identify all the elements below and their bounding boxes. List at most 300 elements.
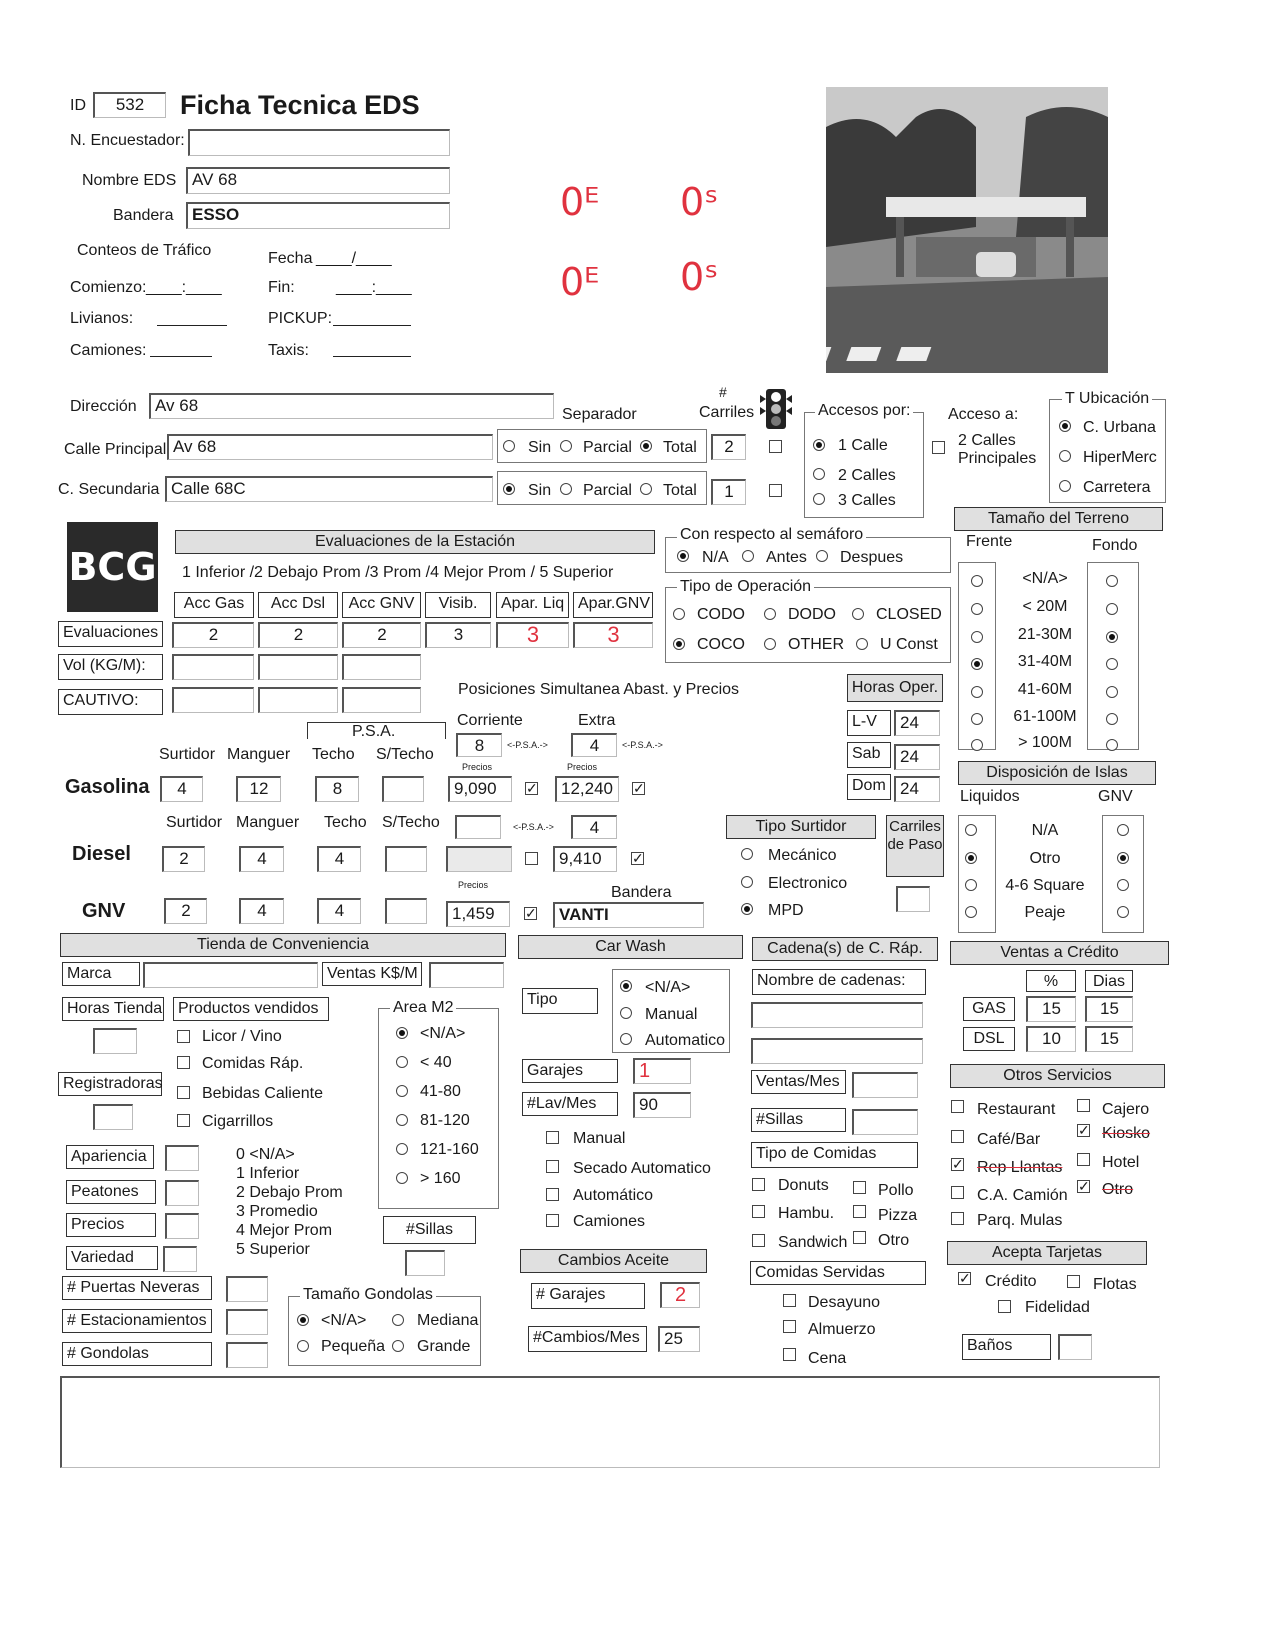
frente-radio[interactable]: [971, 631, 983, 643]
diesel-stecho-field[interactable]: [385, 846, 427, 872]
frente-radio[interactable]: [971, 658, 983, 670]
precios-field[interactable]: [165, 1213, 199, 1239]
eval-header-apar-gnv: Apar.GNV: [573, 592, 653, 618]
servidas-label: Desayuno: [808, 1294, 881, 1311]
horas-sab-label: Sab: [847, 742, 891, 768]
registradoras-label: Registradoras: [58, 1072, 162, 1096]
eval-header-visib: Visib.: [425, 592, 491, 618]
calle-secundaria-label: C. Secundaria: [58, 481, 160, 498]
islas-gnv-label: GNV: [1098, 788, 1133, 805]
separador1-sin-radio[interactable]: [503, 440, 515, 452]
estacionamientos-label: # Estacionamientos: [62, 1309, 212, 1333]
surtidor-mpd-radio[interactable]: [741, 903, 753, 915]
apariencia-label: Apariencia: [66, 1145, 154, 1169]
diesel-techo-field[interactable]: 4: [317, 846, 361, 872]
gnv-surtidor-field[interactable]: 2: [164, 898, 207, 924]
gondolas-field[interactable]: [226, 1342, 268, 1368]
fondo-radio[interactable]: [1106, 713, 1118, 725]
gnv-manguer-field[interactable]: 4: [239, 898, 284, 924]
bandera-field[interactable]: ESSO: [186, 202, 450, 229]
id-label: ID: [70, 97, 86, 114]
cadenas-ventas-field[interactable]: [852, 1072, 918, 1098]
tienda-comidas-check[interactable]: [177, 1056, 190, 1069]
eval-header-acc-dsl: Acc Dsl: [258, 592, 338, 618]
fondo-radio[interactable]: [1106, 631, 1118, 643]
comida-label: Hambu.: [778, 1205, 835, 1222]
ubicacion-option: C. Urbana: [1083, 419, 1156, 436]
nombre-eds-field[interactable]: AV 68: [186, 167, 450, 194]
surtidor-option: Electronico: [768, 875, 848, 892]
otros-ca-camion-check[interactable]: [951, 1186, 964, 1199]
aceite-garajes-field[interactable]: 2: [660, 1282, 700, 1308]
diesel-precio-field[interactable]: 9,410: [553, 846, 617, 872]
encuestador-field[interactable]: [188, 129, 450, 156]
trafico-title: Conteos de Tráfico: [77, 242, 212, 259]
otros-kiosko-check[interactable]: ✓: [1078, 1122, 1090, 1138]
carwash-secado-check[interactable]: [546, 1160, 559, 1173]
horas-dom-field[interactable]: 24: [894, 776, 940, 802]
carwash-option: <N/A>: [645, 979, 691, 996]
carwash-camiones-check[interactable]: [546, 1214, 559, 1227]
otros-cafe-check[interactable]: [951, 1130, 964, 1143]
operacion-other-radio[interactable]: [764, 638, 776, 650]
aceite-header: Cambios Aceite: [520, 1249, 707, 1273]
direccion-field[interactable]: Av 68: [149, 393, 554, 419]
comida-label: Pizza: [878, 1207, 918, 1224]
cautivo-field-gas[interactable]: [172, 687, 254, 713]
ubicacion-hipermerc-radio[interactable]: [1059, 450, 1071, 462]
gond-mediana-radio[interactable]: [392, 1314, 404, 1326]
carwash-manual-radio[interactable]: [620, 1007, 632, 1019]
operacion-dodo-radio[interactable]: [764, 608, 776, 620]
rating-legend-item: 4 Mejor Prom: [236, 1222, 333, 1239]
vol-field-gas[interactable]: [172, 654, 254, 680]
camiones-line[interactable]: [150, 356, 212, 357]
carwash-garajes-field[interactable]: 1: [633, 1058, 691, 1084]
fondo-radio[interactable]: [1106, 658, 1118, 670]
islas-liq-radio[interactable]: [965, 879, 977, 891]
acceso-2calles-label: 2 Calles Principales: [958, 432, 1037, 467]
operacion-option: COCO: [697, 636, 745, 653]
evaluaciones-header: Evaluaciones de la Estación: [175, 530, 655, 554]
vol-field-gnv[interactable]: [342, 654, 421, 680]
area-option-label: < 40: [420, 1054, 452, 1071]
separador2-sin-radio[interactable]: [503, 483, 515, 495]
ventas-dias-header: Dias: [1085, 970, 1133, 992]
tienda-product: Cigarrillos: [202, 1113, 274, 1130]
tienda-licor-check[interactable]: [177, 1030, 190, 1043]
frente-radio[interactable]: [971, 739, 983, 751]
gond-grande-radio[interactable]: [392, 1340, 404, 1352]
tarjetas-credito-label: Crédito: [985, 1273, 1037, 1290]
psa-label: P.S.A.: [352, 723, 396, 740]
eval-value-visib[interactable]: 3: [425, 622, 491, 648]
eval-value-acc-gnv[interactable]: 2: [342, 622, 421, 648]
operacion-option: DODO: [788, 606, 836, 623]
gond-na-radio[interactable]: [297, 1314, 309, 1326]
traffic-light-icon: [760, 389, 792, 434]
taxis-line[interactable]: [333, 356, 411, 357]
diesel-check[interactable]: ✓: [632, 850, 644, 866]
fin-value[interactable]: ____:____: [336, 279, 412, 296]
gond-pequena-radio[interactable]: [297, 1340, 309, 1352]
rating-legend-item: 0 <N/A>: [236, 1146, 295, 1163]
tam-gondolas-title: Tamaño Gondolas: [300, 1286, 436, 1304]
islas-gnv-radio[interactable]: [1117, 852, 1129, 864]
cadenas-sillas-label: #Sillas: [751, 1108, 846, 1132]
area-radio[interactable]: [396, 1056, 408, 1068]
ventas-pct-header: %: [1026, 970, 1076, 992]
separador2-parcial-label: Parcial: [583, 482, 632, 499]
gnv-precio-field[interactable]: 1,459: [446, 901, 510, 927]
operacion-codo-radio[interactable]: [673, 608, 685, 620]
gasolina-manguer-field[interactable]: 12: [236, 776, 281, 802]
otros-label: Otro: [1102, 1181, 1134, 1198]
ventas-gas-pct-field[interactable]: 15: [1026, 996, 1076, 1022]
tarjetas-credito-check[interactable]: ✓: [959, 1270, 971, 1286]
gasolina-corriente-check[interactable]: ✓: [526, 780, 538, 796]
surtidor-electronico-radio[interactable]: [741, 876, 753, 888]
ventas-dsl-dias-field[interactable]: 15: [1085, 1026, 1133, 1052]
vol-label: Vol (KG/M):: [58, 654, 163, 680]
servidas-almuerzo-check[interactable]: [783, 1320, 796, 1333]
gnv-label: GNV: [82, 900, 126, 922]
diesel-manguer-field[interactable]: 4: [239, 846, 284, 872]
islas-option-label: N/A: [1031, 822, 1059, 839]
eval-header-acc-gnv: Acc GNV: [342, 592, 421, 618]
otros-label: Café/Bar: [977, 1131, 1041, 1148]
gondolas-label: # Gondolas: [62, 1342, 212, 1366]
techo-header: Techo: [312, 746, 355, 763]
comienzo-label: Comienzo:: [70, 279, 147, 296]
terreno-size-label: < 20M: [1022, 598, 1068, 615]
surtidor-mecanico-radio[interactable]: [741, 848, 753, 860]
livianos-line[interactable]: [157, 325, 227, 326]
accesos-3calles-radio[interactable]: [813, 493, 825, 505]
comida-pizza-check[interactable]: [853, 1205, 866, 1218]
gasolina-precio-extra-field[interactable]: 12,240: [555, 776, 619, 802]
fecha-label: Fecha: [268, 250, 313, 267]
carwash-lav-label: #Lav/Mes: [522, 1092, 618, 1116]
gasolina-surtidor-field[interactable]: 4: [160, 776, 203, 802]
pickup-line[interactable]: [333, 325, 411, 326]
islas-liq-radio[interactable]: [965, 824, 977, 836]
islas-option-label: Otro: [1029, 850, 1061, 867]
separador2-total-radio[interactable]: [640, 483, 652, 495]
frente-radio[interactable]: [971, 686, 983, 698]
accesos-2calles-radio[interactable]: [813, 468, 825, 480]
otros-hotel-check[interactable]: [1077, 1153, 1090, 1166]
frente-radio[interactable]: [971, 603, 983, 615]
manguer-header: Manguer: [227, 746, 291, 763]
area-radio[interactable]: [396, 1114, 408, 1126]
carwash-automatico-radio[interactable]: [620, 1033, 632, 1045]
accesos-title: Accesos por:: [815, 402, 913, 420]
ubicacion-carretera-radio[interactable]: [1059, 480, 1071, 492]
cadenas-sillas-field[interactable]: [852, 1109, 918, 1135]
frente-radio[interactable]: [971, 713, 983, 725]
terreno-size-label: 41-60M: [1017, 681, 1073, 698]
carriles-field-2[interactable]: 1: [711, 479, 746, 505]
gnv-stecho-field[interactable]: [385, 898, 427, 924]
evaluaciones-label: Evaluaciones: [58, 621, 163, 647]
ubicacion-option: Carretera: [1083, 479, 1151, 496]
stecho-header: S/Techo: [376, 746, 434, 763]
diesel-blank-check[interactable]: [525, 852, 538, 865]
tienda-marca-label: Marca: [62, 962, 140, 986]
cautivo-field-dsl[interactable]: [258, 687, 338, 713]
calle-secundaria-field[interactable]: Calle 68C: [165, 476, 493, 502]
area-option-label: > 160: [420, 1170, 461, 1187]
otros-cajero-check[interactable]: [1077, 1099, 1090, 1112]
tienda-marca-field[interactable]: [143, 962, 318, 988]
otros-rep-llantas-check[interactable]: ✓: [952, 1156, 964, 1172]
eval-header-acc-gas: Acc Gas: [174, 592, 254, 618]
tienda-header: Tienda de Conveniencia: [60, 933, 506, 957]
accesos-1calle-radio[interactable]: [813, 439, 825, 451]
comida-sandwich-check[interactable]: [752, 1234, 765, 1247]
carwash-na-radio[interactable]: [620, 980, 632, 992]
carriles-title: Carriles: [699, 404, 755, 421]
separador2-parcial-radio[interactable]: [560, 483, 572, 495]
operacion-option: OTHER: [788, 636, 844, 653]
vol-field-dsl[interactable]: [258, 654, 338, 680]
tipo-surtidor-header: Tipo Surtidor: [726, 815, 876, 839]
variedad-field[interactable]: [163, 1246, 197, 1272]
fondo-radio[interactable]: [1106, 739, 1118, 751]
horas-lv-field[interactable]: 24: [894, 710, 940, 736]
banos-label: Baños: [962, 1334, 1051, 1360]
gasolina-extra-check[interactable]: ✓: [633, 780, 645, 796]
frente-radio[interactable]: [971, 575, 983, 587]
islas-gnv-radio[interactable]: [1117, 824, 1129, 836]
area-option-label: 121-160: [420, 1141, 479, 1158]
acceso-2calles-check[interactable]: [932, 441, 945, 454]
cadenas-tipo-label: Tipo de Comidas: [751, 1142, 918, 1168]
carriles-field-1[interactable]: 2: [711, 434, 746, 460]
calle-principal-field[interactable]: Av 68: [167, 434, 493, 460]
otros-label: Parq. Mulas: [977, 1212, 1063, 1229]
apariencia-field[interactable]: [165, 1145, 199, 1171]
ventas-credito-header: Ventas a Crédito: [950, 941, 1169, 965]
servidas-desayuno-check[interactable]: [783, 1294, 796, 1307]
precios-label: Precios: [567, 762, 598, 772]
servidas-label: Cena: [808, 1350, 847, 1367]
operacion-closed-radio[interactable]: [852, 608, 864, 620]
gond-option: <N/A>: [321, 1312, 367, 1329]
comidas-servidas-label: Comidas Servidas: [750, 1261, 926, 1285]
cadenas-header: Cadena(s) de C. Ráp.: [752, 937, 938, 961]
horas-header: Horas Oper.: [847, 674, 943, 702]
tarjetas-fidelidad-check[interactable]: [998, 1300, 1011, 1313]
islas-gnv-radio[interactable]: [1117, 879, 1129, 891]
handwritten-mark: 0ˢ: [680, 180, 719, 224]
estacionamientos-field[interactable]: [226, 1309, 268, 1335]
otros-otro-check[interactable]: ✓: [1078, 1178, 1090, 1194]
variedad-label: Variedad: [66, 1246, 158, 1270]
comida-donuts-check[interactable]: [752, 1178, 765, 1191]
horas-sab-field[interactable]: 24: [894, 744, 940, 770]
carwash-check-label: Secado Automatico: [573, 1160, 711, 1177]
handwritten-mark: 0ᴱ: [560, 260, 600, 304]
semaforo-antes-radio[interactable]: [742, 550, 754, 562]
carriles-paso-field[interactable]: [896, 886, 930, 912]
tienda-bebidas-check[interactable]: [177, 1086, 190, 1099]
terreno-size-label: 61-100M: [1013, 708, 1077, 725]
aceite-cambios-field[interactable]: 25: [658, 1326, 700, 1352]
otros-restaurant-check[interactable]: [951, 1100, 964, 1113]
tienda-ventas-field[interactable]: [429, 962, 504, 988]
accesos-option: 2 Calles: [838, 467, 896, 484]
gnv-check[interactable]: ✓: [525, 905, 537, 921]
cautivo-field-gnv[interactable]: [342, 687, 421, 713]
area-radio[interactable]: [396, 1172, 408, 1184]
comida-label: Pollo: [878, 1182, 914, 1199]
eval-value-apar-liq[interactable]: 3: [496, 622, 569, 648]
surtidor-header: Surtidor: [159, 746, 216, 763]
puertas-field[interactable]: [226, 1276, 268, 1302]
gnv-techo-field[interactable]: 4: [317, 898, 361, 924]
carwash-header: Car Wash: [518, 935, 743, 959]
aceite-garajes-label: # Garajes: [531, 1283, 645, 1309]
area-radio[interactable]: [396, 1085, 408, 1097]
separador1-sin-label: Sin: [528, 439, 552, 456]
comida-label: Otro: [878, 1232, 910, 1249]
comida-hambu-check[interactable]: [752, 1205, 765, 1218]
tarjetas-flotas-check[interactable]: [1067, 1275, 1080, 1288]
eval-value-acc-gas[interactable]: 2: [172, 622, 254, 648]
ubicacion-urbana-radio[interactable]: [1059, 420, 1071, 432]
eval-value-apar-gnv[interactable]: 3: [573, 622, 653, 648]
servidas-cena-check[interactable]: [783, 1348, 796, 1361]
semaforo-despues-radio[interactable]: [816, 550, 828, 562]
separador1-parcial-radio[interactable]: [560, 440, 572, 452]
techo-header: Techo: [324, 814, 367, 831]
separador1-total-label: Total: [663, 439, 697, 456]
semaforo-na-radio[interactable]: [677, 550, 689, 562]
carwash-automatico-check[interactable]: [546, 1188, 559, 1201]
banos-field[interactable]: [1058, 1334, 1092, 1360]
gasolina-techo-field[interactable]: 8: [315, 776, 359, 802]
diesel-psa-field[interactable]: 4: [571, 815, 617, 839]
terreno-header: Tamaño del Terreno: [954, 507, 1163, 531]
eval-value-acc-dsl[interactable]: 2: [258, 622, 338, 648]
cadenas-ventas-label: Ventas/Mes: [751, 1070, 846, 1094]
gasolina-stecho-field[interactable]: [382, 776, 424, 802]
tienda-horas-label: Horas Tienda: [62, 997, 164, 1021]
sillas-field[interactable]: [405, 1250, 445, 1276]
islas-header: Disposición de Islas: [958, 761, 1156, 785]
islas-liq-radio[interactable]: [965, 906, 977, 918]
ventas-gas-dias-field[interactable]: 15: [1085, 996, 1133, 1022]
otros-label: Hotel: [1102, 1154, 1140, 1171]
encuestador-label: N. Encuestador:: [70, 132, 185, 149]
psa-arrow: <-P.S.A.->: [513, 822, 554, 832]
fondo-radio[interactable]: [1106, 575, 1118, 587]
carriles-check-2[interactable]: [769, 484, 782, 497]
id-field[interactable]: 532: [93, 92, 166, 118]
gnv-bandera-label: Bandera: [611, 884, 672, 901]
islas-gnv-radio[interactable]: [1117, 906, 1129, 918]
cadenas-nombre-field-2[interactable]: [751, 1038, 923, 1064]
carwash-lav-field[interactable]: 90: [633, 1092, 691, 1118]
diesel-disabled-field: [446, 846, 512, 872]
peatones-field[interactable]: [165, 1180, 199, 1206]
terreno-size-label: 21-30M: [1017, 626, 1073, 643]
cadenas-nombre-label: Nombre de cadenas:: [752, 969, 926, 995]
semaforo-title: Con respecto al semáforo: [677, 526, 866, 544]
extra-psa-field[interactable]: 4: [571, 733, 617, 757]
comida-otro-check[interactable]: [853, 1231, 866, 1244]
islas-liq-radio[interactable]: [965, 852, 977, 864]
otros-label: Cajero: [1102, 1101, 1150, 1118]
psa-arrow: <-P.S.A.->: [507, 740, 548, 750]
tienda-cigarrillos-check[interactable]: [177, 1114, 190, 1127]
area-option-label: 81-120: [420, 1112, 470, 1129]
horas-dom-label: Dom: [847, 774, 891, 800]
carwash-option: Automatico: [645, 1032, 726, 1049]
camiones-label: Camiones:: [70, 342, 147, 359]
operacion-coco-radio[interactable]: [673, 638, 685, 650]
otros-label: Kiosko: [1102, 1125, 1151, 1142]
comida-pollo-check[interactable]: [853, 1181, 866, 1194]
registradoras-field[interactable]: [93, 1104, 133, 1130]
pickup-label: PICKUP:: [268, 310, 333, 327]
tienda-horas-field[interactable]: [93, 1028, 137, 1054]
cautivo-label: CAUTIVO:: [58, 689, 163, 715]
otros-parq-mulas-check[interactable]: [951, 1212, 964, 1225]
comienzo-value[interactable]: ____:____: [146, 279, 222, 296]
surtidor-option: MPD: [768, 902, 804, 919]
handwritten-mark: 0ᴱ: [560, 180, 600, 224]
notes-field[interactable]: [60, 1376, 1160, 1468]
surtidor-option: Mecánico: [768, 847, 837, 864]
diesel-psa-blank-field[interactable]: [455, 815, 501, 839]
gond-option: Grande: [417, 1338, 471, 1355]
carriles-check-1[interactable]: [769, 440, 782, 453]
area-radio[interactable]: [396, 1027, 408, 1039]
carwash-option: Manual: [645, 1006, 698, 1023]
islas-liq-group: [958, 815, 996, 933]
separador2-sin-label: Sin: [528, 482, 552, 499]
carwash-manual-check[interactable]: [546, 1131, 559, 1144]
diesel-surtidor-field[interactable]: 2: [162, 846, 205, 872]
operacion-title: Tipo de Operación: [677, 578, 814, 596]
handwritten-mark: 0ˢ: [680, 255, 719, 299]
gnv-bandera-field[interactable]: VANTI: [553, 902, 704, 928]
otros-label: C.A. Camión: [977, 1187, 1068, 1204]
fondo-radio[interactable]: [1106, 603, 1118, 615]
separador1-total-radio[interactable]: [640, 440, 652, 452]
operacion-uconst-radio[interactable]: [856, 638, 868, 650]
tienda-product: Bebidas Caliente: [202, 1085, 323, 1102]
carwash-check-label: Automático: [573, 1187, 654, 1204]
ventas-dsl-pct-field[interactable]: 10: [1026, 1026, 1076, 1052]
corriente-psa-field[interactable]: 8: [456, 733, 502, 757]
area-radio[interactable]: [396, 1143, 408, 1155]
ubicacion-option: HiperMerc: [1083, 449, 1157, 466]
cadenas-nombre-field-1[interactable]: [751, 1002, 923, 1028]
fecha-value[interactable]: ____/____: [316, 250, 392, 267]
carriles-paso-header: Carriles de Paso: [886, 815, 944, 877]
calle-principal-label: Calle Principal: [64, 441, 167, 458]
carwash-check-label: Camiones: [573, 1213, 646, 1230]
gasolina-precio-corriente-field[interactable]: 9,090: [448, 776, 512, 802]
acceso-a-title: Acceso a:: [948, 406, 1019, 423]
area-title: Area M2: [390, 999, 456, 1017]
fondo-radio[interactable]: [1106, 686, 1118, 698]
terreno-size-label: > 100M: [1018, 734, 1072, 751]
